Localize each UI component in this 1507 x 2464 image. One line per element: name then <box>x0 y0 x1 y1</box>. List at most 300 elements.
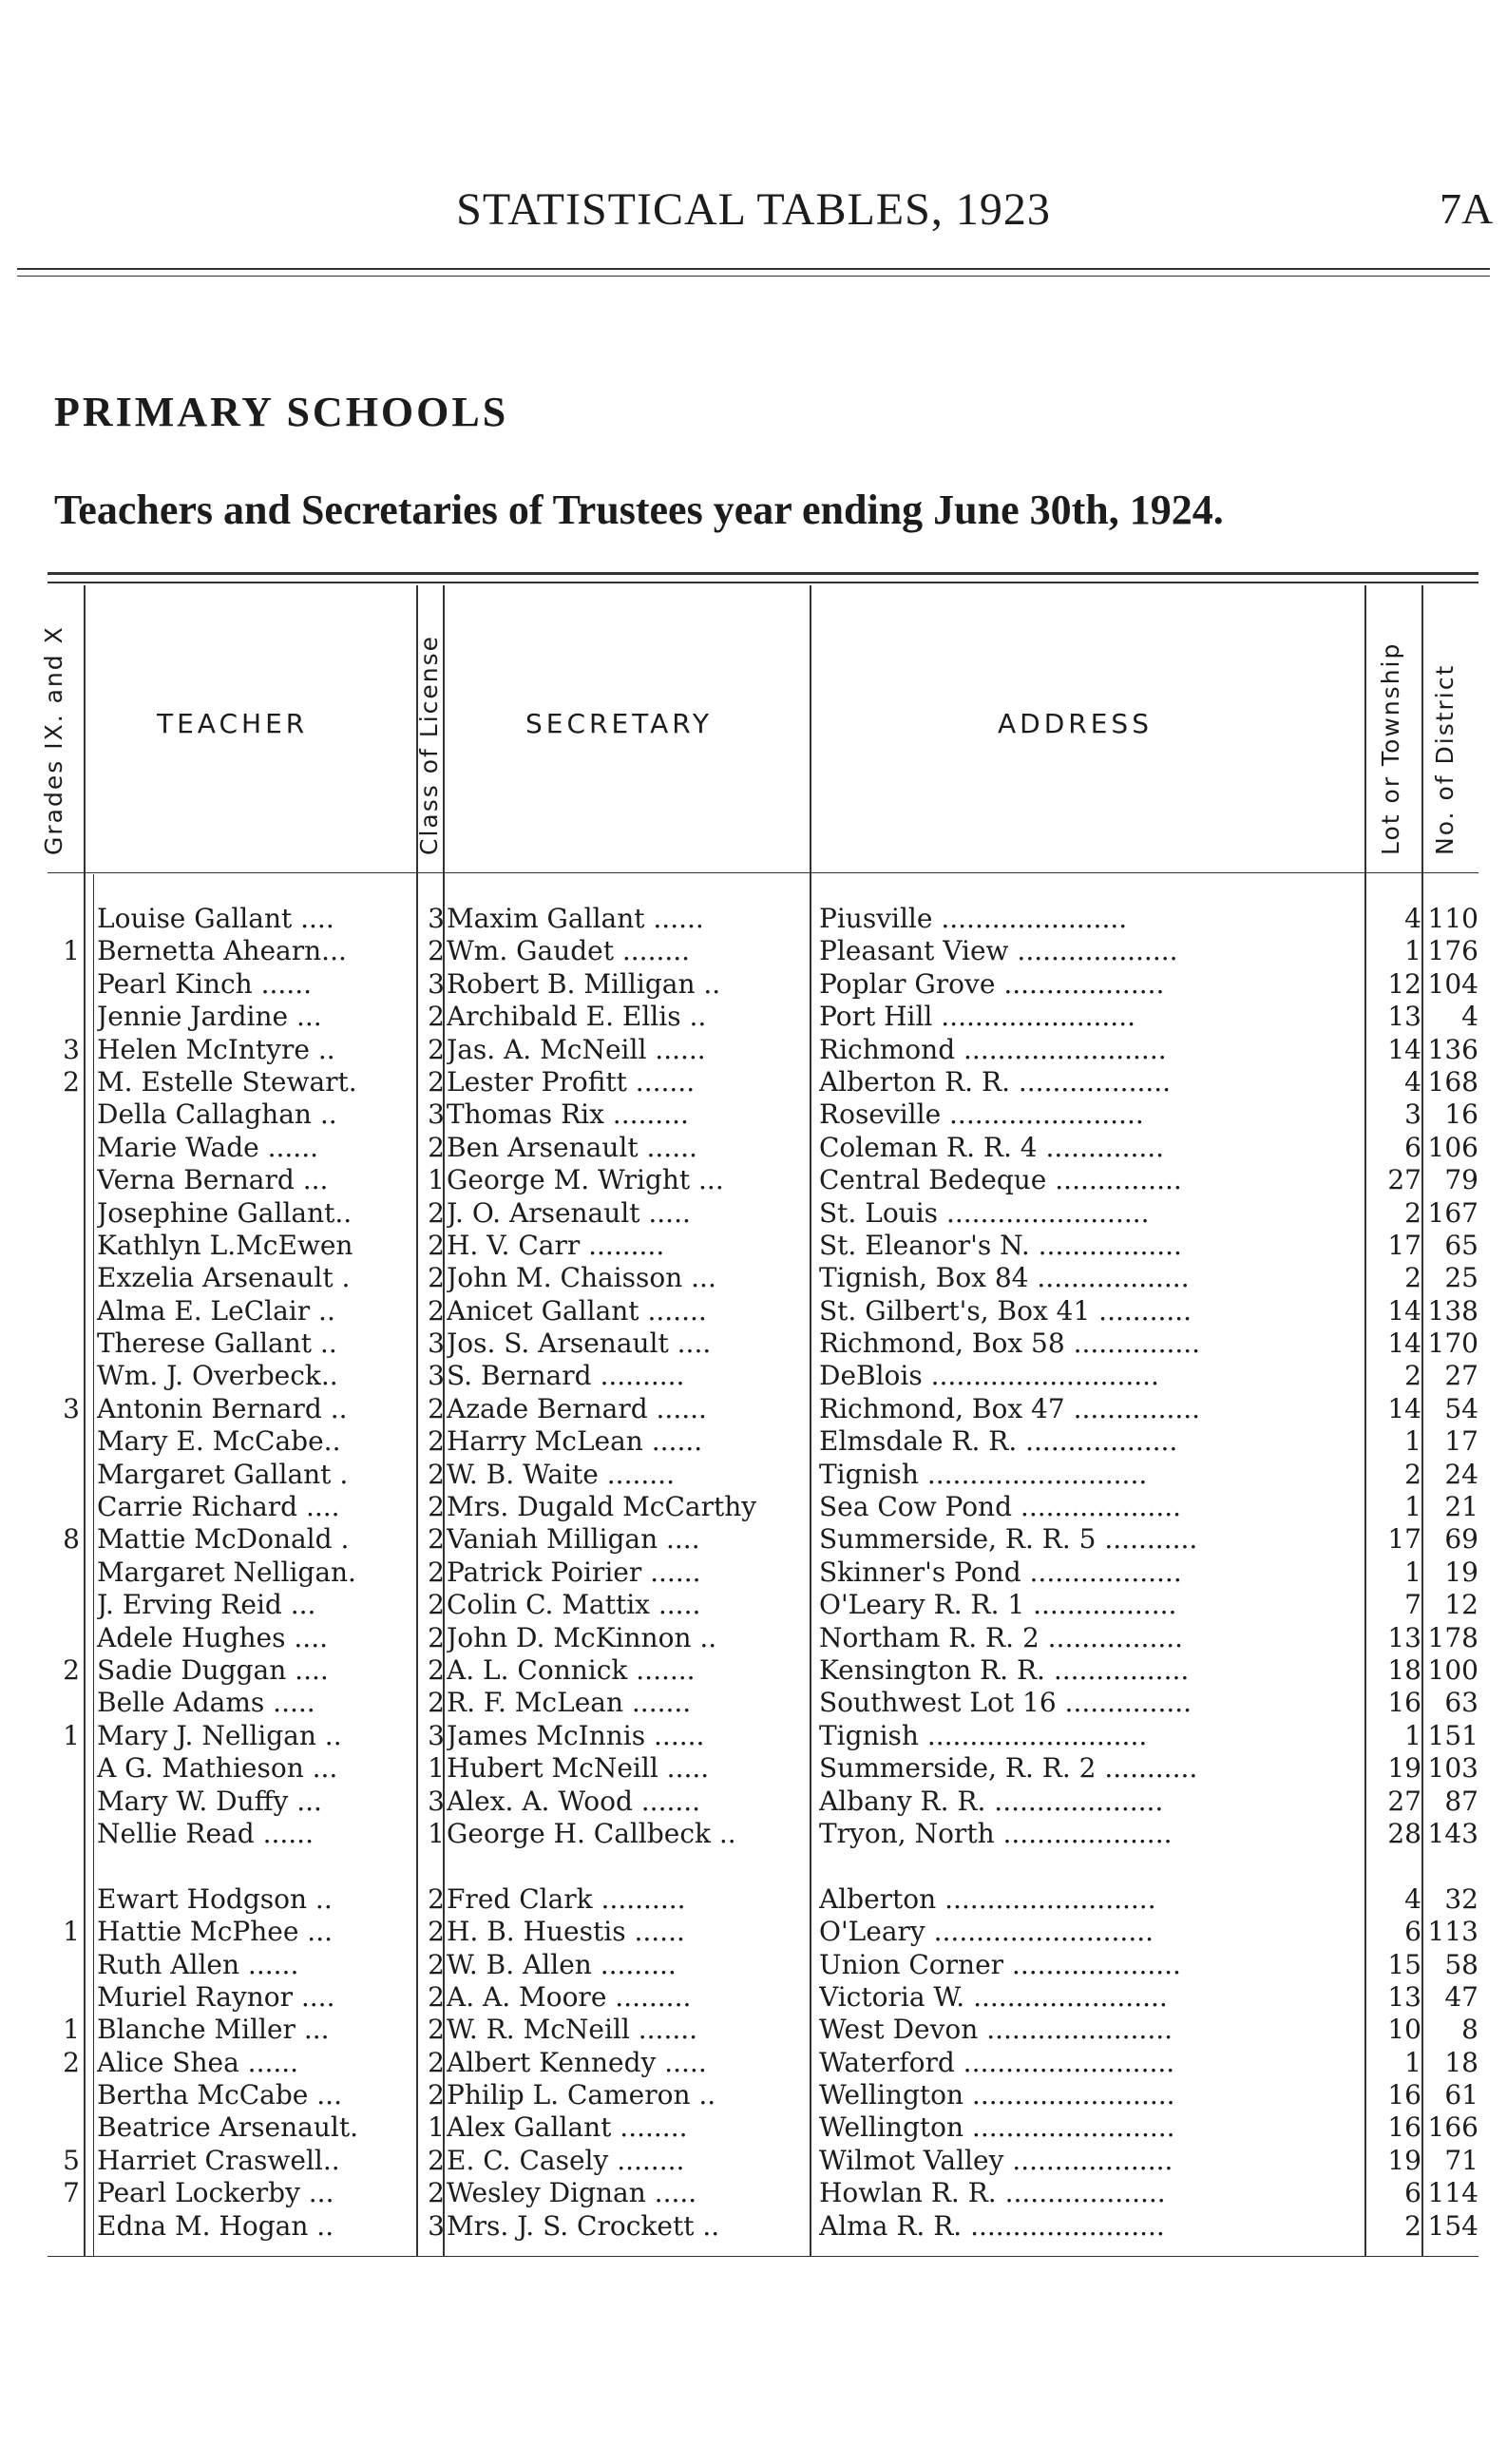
district-cell: 100 <box>1427 1653 1478 1686</box>
secretary-cell: Ben Arsenault ...... <box>447 1131 697 1163</box>
class-cell: 2 <box>428 1882 445 1915</box>
lot-cell: 16 <box>1387 2111 1421 2144</box>
teacher-cell: Antonin Bernard .. <box>97 1392 348 1424</box>
teacher-cell: Carrie Richard .... <box>97 1491 340 1523</box>
table-row <box>0 1132 1507 1164</box>
table-row <box>0 1034 1507 1066</box>
class-cell: 1 <box>428 1164 445 1196</box>
table-row <box>0 1393 1507 1425</box>
lot-cell: 1 <box>1404 2046 1421 2078</box>
lot-cell: 4 <box>1404 903 1421 934</box>
secretary-cell: John D. McKinnon .. <box>447 1621 717 1653</box>
district-cell: 114 <box>1427 2177 1478 2209</box>
table-row <box>0 2079 1507 2111</box>
teacher-cell: Louise Gallant .... <box>97 903 334 934</box>
teacher-cell: Pearl Lockerby ... <box>97 2177 334 2209</box>
teacher-cell: Margaret Nelligan. <box>97 1556 356 1588</box>
table-row <box>0 1786 1507 1818</box>
class-cell: 2 <box>428 1980 445 2013</box>
class-cell: 2 <box>428 1621 445 1653</box>
address-cell: Pleasant View ................... <box>819 935 1178 967</box>
teacher-cell: J. Erving Reid ... <box>97 1589 316 1621</box>
table-row <box>0 1098 1507 1131</box>
table-row <box>0 903 1507 935</box>
secretary-cell: Archibald E. Ellis .. <box>447 1001 707 1033</box>
teacher-cell: A G. Mathieson ... <box>97 1752 338 1785</box>
teacher-cell: Blanche Miller ... <box>97 2014 330 2046</box>
teacher-cell: Adele Hughes .... <box>97 1621 328 1653</box>
secretary-cell: George M. Wright ... <box>447 1164 724 1196</box>
district-cell: 63 <box>1444 1687 1478 1719</box>
secretary-cell: W. R. McNeill ....... <box>447 2014 698 2046</box>
lot-cell: 15 <box>1387 1948 1421 1980</box>
class-cell: 3 <box>428 1360 445 1392</box>
class-cell: 2 <box>428 1687 445 1719</box>
district-cell: 110 <box>1427 903 1478 934</box>
district-cell: 176 <box>1427 935 1478 967</box>
address-cell: Sea Cow Pond ................... <box>819 1491 1182 1523</box>
lot-cell: 19 <box>1387 2144 1421 2176</box>
address-cell: Tryon, North .................... <box>819 1817 1173 1849</box>
address-cell: St. Louis ........................ <box>819 1196 1150 1229</box>
secretary-cell: A. A. Moore ......... <box>447 1980 692 2013</box>
teacher-cell: Mary E. McCabe.. <box>97 1425 341 1458</box>
class-cell: 2 <box>428 1491 445 1523</box>
teacher-cell: Mary W. Duffy ... <box>97 1785 322 1817</box>
lot-cell: 1 <box>1404 1719 1421 1751</box>
table-bottom-rule <box>48 2256 1478 2257</box>
address-cell: St. Gilbert's, Box 41 ........... <box>819 1294 1192 1327</box>
lot-cell: 1 <box>1404 1491 1421 1523</box>
table-row <box>0 1295 1507 1328</box>
secretary-cell: Colin C. Mattix ..... <box>447 1589 701 1621</box>
table-top-rule-2 <box>48 582 1478 583</box>
district-cell: 19 <box>1444 1556 1478 1588</box>
address-cell: Alberton R. R. .................. <box>819 1065 1172 1098</box>
address-cell: Richmond, Box 47 ............... <box>819 1392 1201 1424</box>
header-district: No. of District <box>1431 663 1459 855</box>
secretary-cell: A. L. Connick ....... <box>447 1653 696 1686</box>
teacher-cell: Marie Wade ...... <box>97 1131 319 1163</box>
address-cell: Piusville ...................... <box>819 903 1128 934</box>
class-cell: 1 <box>428 1752 445 1785</box>
lot-cell: 2 <box>1404 1196 1421 1229</box>
address-cell: Richmond, Box 58 ............... <box>819 1328 1201 1360</box>
address-cell: Victoria W. ....................... <box>819 1980 1168 2013</box>
secretary-cell: Wm. Gaudet ........ <box>447 935 691 967</box>
district-cell: 17 <box>1444 1425 1478 1458</box>
class-cell: 2 <box>428 1392 445 1424</box>
district-cell: 58 <box>1444 1948 1478 1980</box>
teacher-cell: Sadie Duggan .... <box>97 1653 329 1686</box>
table-row <box>0 1425 1507 1458</box>
teacher-cell: Harriet Craswell.. <box>97 2144 340 2176</box>
lot-cell: 6 <box>1404 1131 1421 1163</box>
lot-cell: 7 <box>1404 1589 1421 1621</box>
lot-cell: 28 <box>1387 1817 1421 1849</box>
teacher-cell: Wm. J. Overbeck.. <box>97 1360 338 1392</box>
lot-cell: 13 <box>1387 1621 1421 1653</box>
secretary-cell: Vaniah Milligan .... <box>447 1523 700 1556</box>
class-cell: 3 <box>428 903 445 934</box>
table-row <box>0 1916 1507 1948</box>
class-cell: 3 <box>428 1719 445 1751</box>
lot-cell: 13 <box>1387 1980 1421 2013</box>
class-cell: 2 <box>428 1589 445 1621</box>
teacher-cell: Nellie Read ...... <box>97 1817 314 1849</box>
teacher-cell: Mary J. Nelligan .. <box>97 1719 342 1751</box>
address-cell: Roseville ....................... <box>819 1098 1144 1131</box>
address-cell: Southwest Lot 16 ............... <box>819 1687 1192 1719</box>
class-cell: 1 <box>428 1817 445 1849</box>
class-cell: 2 <box>428 1033 445 1065</box>
address-cell: Wellington ........................ <box>819 2111 1175 2144</box>
district-cell: 25 <box>1444 1262 1478 1294</box>
page-number: 7A <box>1440 184 1494 233</box>
table-subtitle: Teachers and Secretaries of Trustees year ending June 30th, 1924. <box>54 487 1224 533</box>
address-cell: Kensington R. R. ................ <box>819 1653 1190 1686</box>
lot-cell: 17 <box>1387 1523 1421 1556</box>
table-row <box>0 1818 1507 1850</box>
secretary-cell: Philip L. Cameron .. <box>447 2079 716 2111</box>
secretary-cell: Jos. S. Arsenault .... <box>447 1328 712 1360</box>
address-cell: Tignish .......................... <box>819 1458 1148 1490</box>
lot-cell: 2 <box>1404 1458 1421 1490</box>
class-cell: 2 <box>428 935 445 967</box>
secretary-cell: Albert Kennedy ..... <box>447 2046 707 2078</box>
class-cell: 2 <box>428 1001 445 1033</box>
secretary-cell: Alex. A. Wood ....... <box>447 1785 701 1817</box>
teacher-cell: Muriel Raynor .... <box>97 1980 335 2013</box>
address-cell: Central Bedeque ............... <box>819 1164 1182 1196</box>
lot-cell: 1 <box>1404 935 1421 967</box>
table-row <box>0 1883 1507 1916</box>
table-row <box>0 2014 1507 2046</box>
secretary-cell: James McInnis ...... <box>447 1719 705 1751</box>
secretary-cell: Wesley Dignan ..... <box>447 2177 697 2209</box>
address-cell: Waterford ......................... <box>819 2046 1175 2078</box>
grade-cell: 7 <box>63 2177 80 2209</box>
class-cell: 2 <box>428 2079 445 2111</box>
lot-cell: 13 <box>1387 1001 1421 1033</box>
district-cell: 170 <box>1427 1328 1478 1360</box>
table-row <box>0 2210 1507 2243</box>
table-row <box>0 1523 1507 1556</box>
table-row <box>0 1557 1507 1589</box>
grade-cell: 1 <box>63 2014 80 2046</box>
lot-cell: 10 <box>1387 2014 1421 2046</box>
class-cell: 2 <box>428 1425 445 1458</box>
grade-cell: 1 <box>63 935 80 967</box>
district-cell: 104 <box>1427 967 1478 1000</box>
class-cell: 3 <box>428 1098 445 1131</box>
secretary-cell: Harry McLean ...... <box>447 1425 703 1458</box>
secretary-cell: E. C. Casely ........ <box>447 2144 685 2176</box>
district-cell: 54 <box>1444 1392 1478 1424</box>
secretary-cell: Alex Gallant ........ <box>447 2111 688 2144</box>
lot-cell: 4 <box>1404 1882 1421 1915</box>
address-cell: Alberton ......................... <box>819 1882 1156 1915</box>
district-cell: 151 <box>1427 1719 1478 1751</box>
district-cell: 21 <box>1444 1491 1478 1523</box>
teacher-cell: Bertha McCabe ... <box>97 2079 342 2111</box>
district-cell: 61 <box>1444 2079 1478 2111</box>
lot-cell: 14 <box>1387 1328 1421 1360</box>
table-row <box>0 1328 1507 1360</box>
address-cell: Alma R. R. ....................... <box>819 2209 1165 2242</box>
grade-cell: 2 <box>63 1065 80 1098</box>
lot-cell: 2 <box>1404 1262 1421 1294</box>
district-cell: 103 <box>1427 1752 1478 1785</box>
lot-cell: 6 <box>1404 1916 1421 1948</box>
lot-cell: 27 <box>1387 1164 1421 1196</box>
address-cell: Summerside, R. R. 2 ........... <box>819 1752 1198 1785</box>
grade-cell: 2 <box>63 1653 80 1686</box>
lot-cell: 14 <box>1387 1294 1421 1327</box>
lot-cell: 1 <box>1404 1556 1421 1588</box>
header-address: ADDRESS <box>998 708 1153 739</box>
address-cell: St. Eleanor's N. ................. <box>819 1229 1182 1261</box>
address-cell: O'Leary .......................... <box>819 1916 1154 1948</box>
table-row <box>0 1066 1507 1098</box>
header-rule-2 <box>17 276 1490 277</box>
table-row <box>0 1001 1507 1033</box>
table-row <box>0 2047 1507 2079</box>
address-cell: Elmsdale R. R. .................. <box>819 1425 1178 1458</box>
secretary-cell: Hubert McNeill ..... <box>447 1752 710 1785</box>
address-cell: Richmond ........................ <box>819 1033 1167 1065</box>
table-row <box>0 1622 1507 1654</box>
district-cell: 4 <box>1461 1001 1478 1033</box>
running-title: STATISTICAL TABLES, 1923 <box>456 184 1051 235</box>
class-cell: 2 <box>428 1556 445 1588</box>
grade-cell: 1 <box>63 1719 80 1751</box>
lot-cell: 18 <box>1387 1653 1421 1686</box>
lot-cell: 1 <box>1404 1425 1421 1458</box>
table-row <box>0 935 1507 967</box>
district-cell: 69 <box>1444 1523 1478 1556</box>
teacher-cell: Ruth Allen ...... <box>97 1948 299 1980</box>
address-cell: Port Hill ....................... <box>819 1001 1135 1033</box>
secretary-cell: H. B. Huestis ...... <box>447 1916 685 1948</box>
district-cell: 16 <box>1444 1098 1478 1131</box>
teacher-cell: Margaret Gallant . <box>97 1458 349 1490</box>
teacher-cell: Mattie McDonald . <box>97 1523 350 1556</box>
address-cell: Howlan R. R. ................... <box>819 2177 1166 2209</box>
header-lot: Lot or Township <box>1377 641 1404 855</box>
table-top-rule <box>48 572 1478 575</box>
lot-cell: 3 <box>1404 1098 1421 1131</box>
table-row <box>0 2177 1507 2209</box>
table-row <box>0 1197 1507 1230</box>
grade-cell: 3 <box>63 1033 80 1065</box>
class-cell: 2 <box>428 1229 445 1261</box>
secretary-cell: John M. Chaisson ... <box>447 1262 716 1294</box>
class-cell: 2 <box>428 1948 445 1980</box>
secretary-cell: Lester Profitt ....... <box>447 1065 696 1098</box>
teacher-cell: Jennie Jardine ... <box>97 1001 322 1033</box>
group-spacer <box>0 1850 1507 1882</box>
lot-cell: 14 <box>1387 1033 1421 1065</box>
address-cell: Skinner's Pond .................. <box>819 1556 1182 1588</box>
district-cell: 136 <box>1427 1033 1478 1065</box>
header-rule <box>17 268 1490 270</box>
grade-cell: 8 <box>63 1523 80 1556</box>
teacher-cell: Ewart Hodgson .. <box>97 1882 333 1915</box>
secretary-cell: Mrs. J. S. Crockett .. <box>447 2209 720 2242</box>
header-grades: Grades IX. and X <box>40 625 67 855</box>
secretary-cell: R. F. McLean ....... <box>447 1687 692 1719</box>
district-cell: 154 <box>1427 2209 1478 2242</box>
secretary-cell: Fred Clark .......... <box>447 1882 686 1915</box>
secretary-cell: Patrick Poirier ...... <box>447 1556 701 1588</box>
district-cell: 138 <box>1427 1294 1478 1327</box>
secretary-cell: S. Bernard .......... <box>447 1360 685 1392</box>
secretary-cell: Anicet Gallant ....... <box>447 1294 707 1327</box>
district-cell: 143 <box>1427 1817 1478 1849</box>
address-cell: Northam R. R. 2 ................ <box>819 1621 1184 1653</box>
address-cell: Wellington ........................ <box>819 2079 1175 2111</box>
header-bottom-rule <box>48 872 1478 873</box>
lot-cell: 12 <box>1387 967 1421 1000</box>
district-cell: 65 <box>1444 1229 1478 1261</box>
secretary-cell: J. O. Arsenault ..... <box>447 1196 691 1229</box>
secretary-cell: W. B. Allen ......... <box>447 1948 677 1980</box>
table-row <box>0 1164 1507 1196</box>
address-cell: Tignish, Box 84 .................. <box>819 1262 1190 1294</box>
district-cell: 168 <box>1427 1065 1478 1098</box>
table-row <box>0 1491 1507 1523</box>
teacher-cell: Edna M. Hogan .. <box>97 2209 334 2242</box>
teacher-cell: Exzelia Arsenault . <box>97 1262 351 1294</box>
class-cell: 2 <box>428 1653 445 1686</box>
header-secretary: SECRETARY <box>525 708 714 739</box>
header-teacher: TEACHER <box>157 708 309 739</box>
secretary-cell: George H. Callbeck .. <box>447 1817 736 1849</box>
district-cell: 47 <box>1444 1980 1478 2013</box>
address-cell: Coleman R. R. 4 .............. <box>819 1131 1165 1163</box>
lot-cell: 17 <box>1387 1229 1421 1261</box>
address-cell: Albany R. R. .................... <box>819 1785 1164 1817</box>
secretary-cell: Azade Bernard ...... <box>447 1392 707 1424</box>
teacher-cell: Kathlyn L.McEwen <box>97 1229 353 1261</box>
class-cell: 2 <box>428 1131 445 1163</box>
table-row <box>0 1360 1507 1392</box>
class-cell: 3 <box>428 967 445 1000</box>
grade-cell: 3 <box>63 1392 80 1424</box>
district-cell: 167 <box>1427 1196 1478 1229</box>
address-cell: O'Leary R. R. 1 ................. <box>819 1589 1177 1621</box>
district-cell: 106 <box>1427 1131 1478 1163</box>
class-cell: 2 <box>428 1196 445 1229</box>
teacher-cell: M. Estelle Stewart. <box>97 1065 357 1098</box>
teacher-cell: Therese Gallant .. <box>97 1328 337 1360</box>
secretary-cell: W. B. Waite ........ <box>447 1458 675 1490</box>
teacher-cell: Pearl Kinch ...... <box>97 967 313 1000</box>
class-cell: 2 <box>428 1458 445 1490</box>
district-cell: 27 <box>1444 1360 1478 1392</box>
table-row <box>0 1230 1507 1262</box>
class-cell: 1 <box>428 2111 445 2144</box>
secretary-cell: H. V. Carr ......... <box>447 1229 665 1261</box>
table-row <box>0 1981 1507 2014</box>
class-cell: 3 <box>428 1328 445 1360</box>
district-cell: 166 <box>1427 2111 1478 2144</box>
lot-cell: 2 <box>1404 2209 1421 2242</box>
district-cell: 178 <box>1427 1621 1478 1653</box>
address-cell: Tignish .......................... <box>819 1719 1148 1751</box>
table-row <box>0 1949 1507 1981</box>
teacher-cell: Josephine Gallant.. <box>97 1196 353 1229</box>
lot-cell: 19 <box>1387 1752 1421 1785</box>
class-cell: 2 <box>428 2046 445 2078</box>
address-cell: Wilmot Valley ................... <box>819 2144 1173 2176</box>
class-cell: 2 <box>428 2014 445 2046</box>
teacher-cell: Bernetta Ahearn... <box>97 935 347 967</box>
table-row <box>0 1720 1507 1752</box>
class-cell: 2 <box>428 1262 445 1294</box>
class-cell: 3 <box>428 1785 445 1817</box>
district-cell: 8 <box>1461 2014 1478 2046</box>
secretary-cell: Jas. A. McNeill ...... <box>447 1033 706 1065</box>
address-cell: Union Corner .................... <box>819 1948 1181 1980</box>
address-cell: West Devon ...................... <box>819 2014 1173 2046</box>
district-cell: 71 <box>1444 2144 1478 2176</box>
lot-cell: 16 <box>1387 1687 1421 1719</box>
table-row <box>0 1459 1507 1491</box>
teacher-cell: Helen McIntyre .. <box>97 1033 335 1065</box>
district-cell: 113 <box>1427 1916 1478 1948</box>
teacher-cell: Alma E. LeClair .. <box>97 1294 335 1327</box>
secretary-cell: Robert B. Milligan .. <box>447 967 721 1000</box>
secretary-cell: Maxim Gallant ...... <box>447 903 704 934</box>
address-cell: DeBlois ........................... <box>819 1360 1159 1392</box>
teacher-cell: Belle Adams ..... <box>97 1687 315 1719</box>
class-cell: 2 <box>428 1065 445 1098</box>
table-row <box>0 1687 1507 1719</box>
lot-cell: 2 <box>1404 1360 1421 1392</box>
header-class: Class of License <box>415 634 443 855</box>
table-row <box>0 1262 1507 1294</box>
district-cell: 79 <box>1444 1164 1478 1196</box>
table-row <box>0 2111 1507 2144</box>
table-body <box>0 903 1507 2243</box>
lot-cell: 14 <box>1387 1392 1421 1424</box>
address-cell: Summerside, R. R. 5 ........... <box>819 1523 1198 1556</box>
class-cell: 2 <box>428 1916 445 1948</box>
district-cell: 87 <box>1444 1785 1478 1817</box>
address-cell: Poplar Grove ................... <box>819 967 1165 1000</box>
class-cell: 2 <box>428 2144 445 2176</box>
teacher-cell: Alice Shea ...... <box>97 2046 299 2078</box>
teacher-cell: Beatrice Arsenault. <box>97 2111 358 2144</box>
grade-cell: 2 <box>63 2046 80 2078</box>
table-row <box>0 2145 1507 2177</box>
secretary-cell: Mrs. Dugald McCarthy <box>447 1491 757 1523</box>
table-row <box>0 1589 1507 1621</box>
district-cell: 12 <box>1444 1589 1478 1621</box>
teacher-cell: Hattie McPhee ... <box>97 1916 334 1948</box>
grade-cell: 5 <box>63 2144 80 2176</box>
table-row <box>0 1654 1507 1687</box>
lot-cell: 16 <box>1387 2079 1421 2111</box>
class-cell: 2 <box>428 2177 445 2209</box>
grade-cell: 1 <box>63 1916 80 1948</box>
class-cell: 2 <box>428 1523 445 1556</box>
lot-cell: 27 <box>1387 1785 1421 1817</box>
class-cell: 2 <box>428 1294 445 1327</box>
district-cell: 24 <box>1444 1458 1478 1490</box>
